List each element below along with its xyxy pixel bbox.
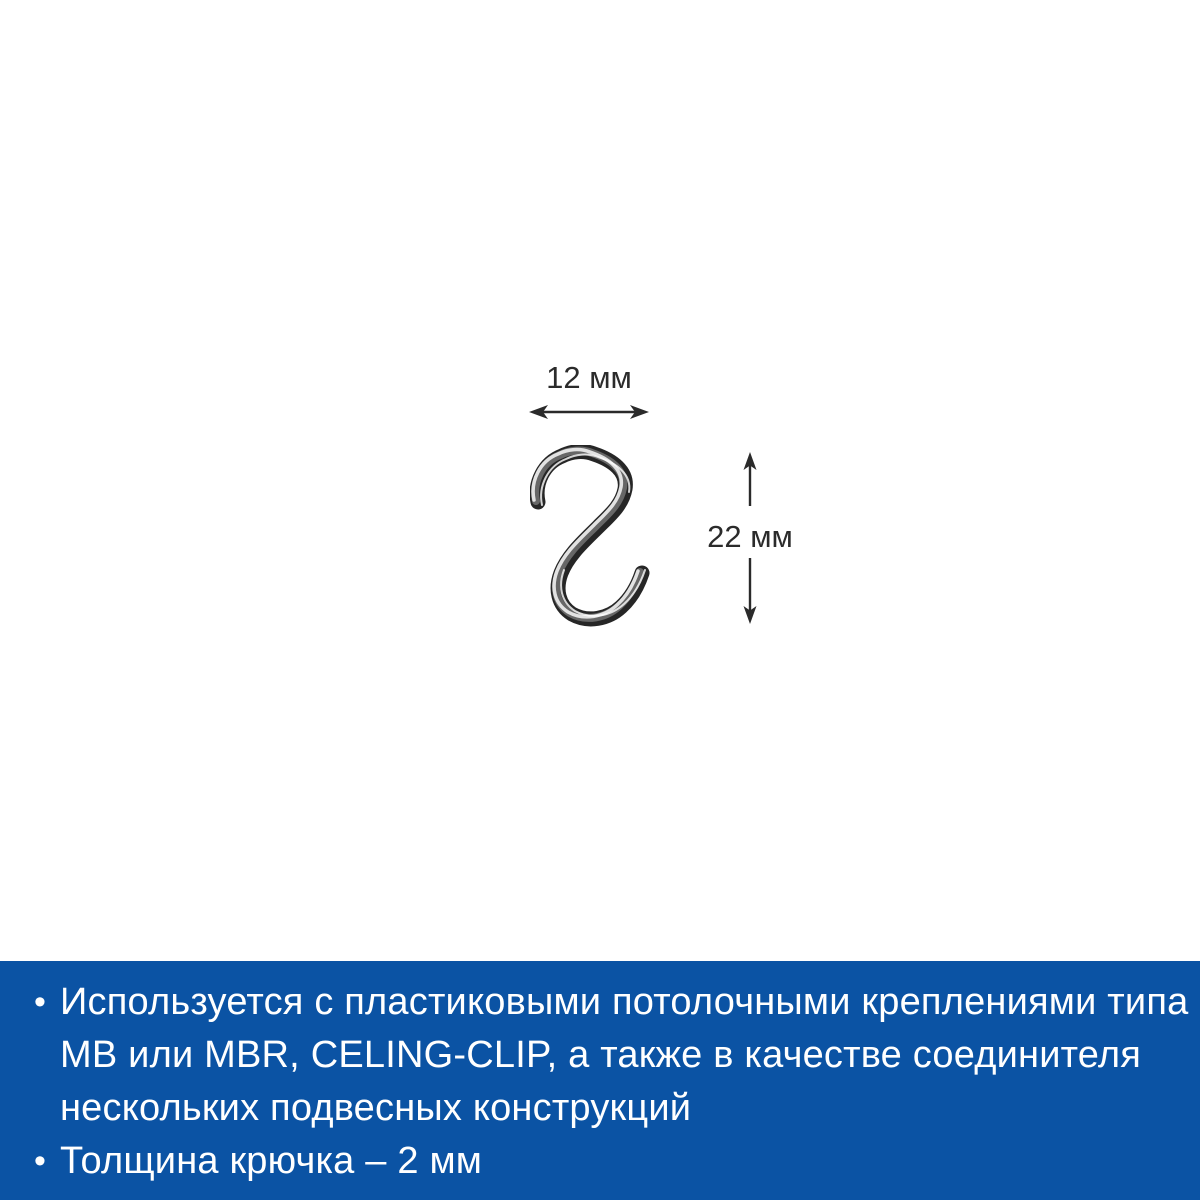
height-arrow-up [741, 452, 759, 506]
banner-text-line: МВ или MBR, CELING-CLIP, а также в качестве соединителя [60, 1034, 1142, 1076]
bullet-dot: • [34, 983, 46, 1021]
height-arrow-down [741, 558, 759, 624]
banner-text-line: Толщина крючка – 2 мм [60, 1140, 483, 1182]
banner-bullet-item-usage [34, 976, 1189, 1135]
width-dimension-arrow [528, 402, 650, 422]
banner-text-line: нескольких подвесных конструкций [60, 1087, 692, 1129]
s-hook-icon [530, 445, 650, 627]
banner-bullet-item-thickness [34, 1135, 1180, 1188]
bullet-dot: • [34, 1142, 46, 1180]
banner-text-line: Используется с пластиковыми потолочными креплениями типа [60, 981, 1189, 1023]
info-banner [0, 961, 1200, 1200]
height-dimension-label: 22 мм [707, 519, 793, 554]
width-dimension-label: 12 мм [546, 360, 632, 395]
